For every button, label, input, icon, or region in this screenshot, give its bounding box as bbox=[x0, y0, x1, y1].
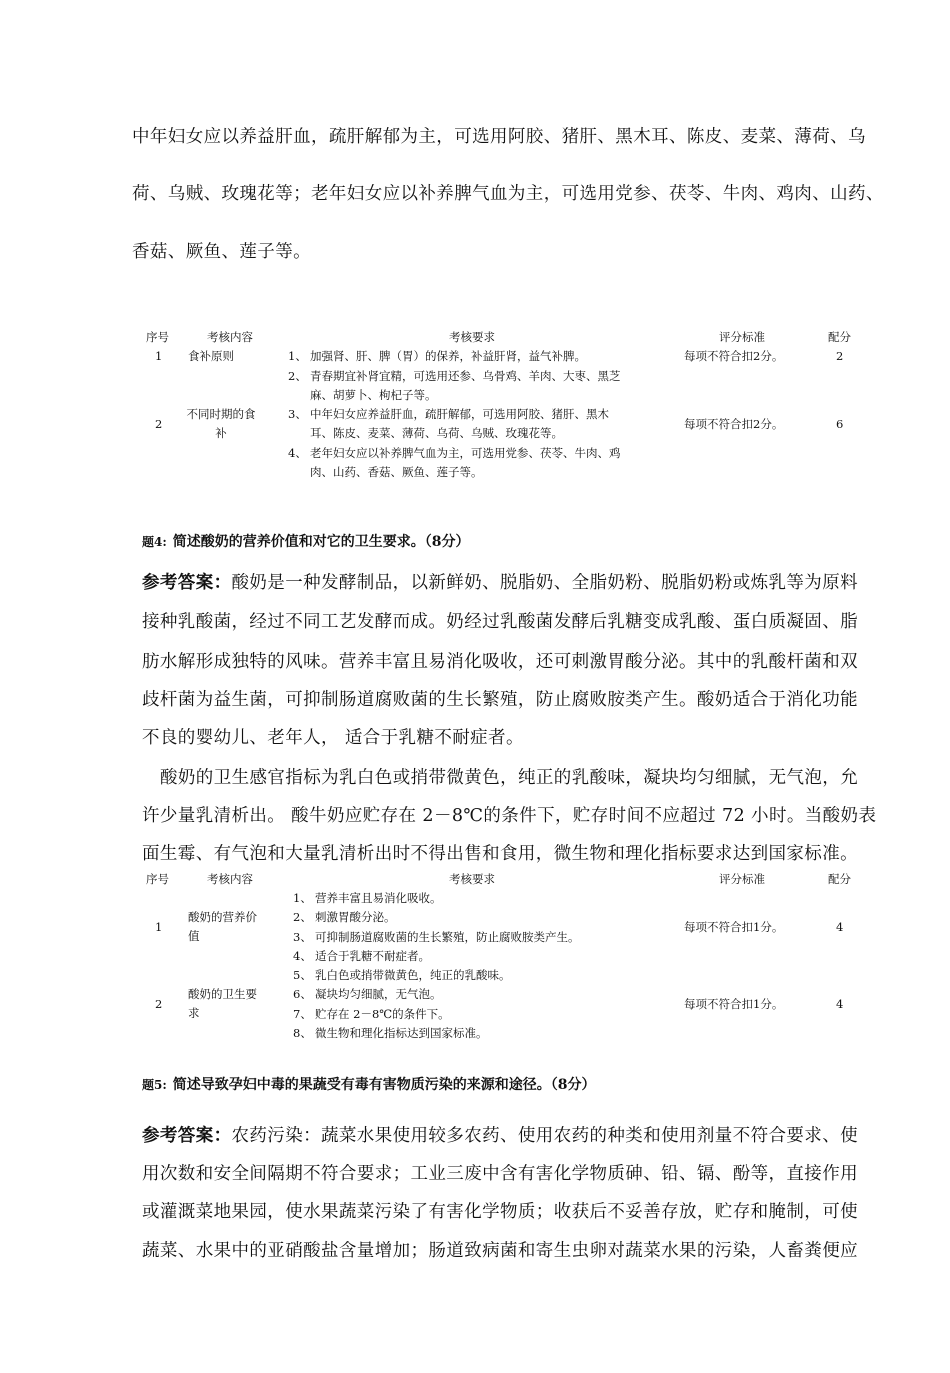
requirement-item bbox=[293, 1024, 488, 1043]
q5-answer-line-1 bbox=[142, 1122, 858, 1147]
answer-text: 酸奶是一种发酵制品，以新鲜奶、脱脂奶、全脂奶粉、脱脂奶粉或炼乳等为原料 bbox=[231, 573, 858, 593]
requirement-text: 中年妇女应养益肝血，疏肝解郁，可选用阿胶、猪肝、黑木 bbox=[310, 407, 609, 421]
requirement-text-cont: 麻、胡萝卜、枸杞子等。 bbox=[310, 388, 437, 402]
header-content: 考核内容 bbox=[207, 872, 253, 886]
header-seq: 序号 bbox=[146, 330, 169, 344]
row2-content-line1: 不同时期的食 bbox=[186, 407, 256, 421]
row2-score: 6 bbox=[836, 417, 844, 431]
row1-seq: 1 bbox=[155, 920, 163, 934]
requirement-text: 适合于乳糖不耐症者。 bbox=[315, 949, 430, 963]
requirement-number: 3、 bbox=[293, 930, 312, 944]
row1-score: 2 bbox=[836, 349, 844, 363]
intro-line-1: 中年妇女应以养益肝血，疏肝解郁为主，可选用阿胶、猪肝、黑木耳、陈皮、麦菜、薄荷、乌 bbox=[132, 127, 866, 147]
requirement-item bbox=[293, 889, 442, 908]
requirement-item bbox=[288, 444, 621, 482]
row2-standard: 每项不符合扣2分。 bbox=[684, 417, 784, 431]
requirement-item bbox=[293, 947, 430, 966]
question-4-title: 简述酸奶的营养价值和对它的卫生要求。（8分） bbox=[172, 534, 470, 550]
header-score: 配分 bbox=[828, 330, 851, 344]
requirement-item bbox=[293, 908, 396, 927]
header-standard: 评分标准 bbox=[719, 330, 765, 344]
requirement-text-cont: 肉、山药、香菇、厥鱼、莲子等。 bbox=[310, 465, 483, 479]
requirement-number: 7、 bbox=[293, 1007, 312, 1021]
requirement-text: 可抑制肠道腐败菌的生长繁殖，防止腐败胺类产生。 bbox=[315, 930, 580, 944]
q4-answer-line-8: 面生霉、有气泡和大量乳清析出时不得出售和食用，微生物和理化指标要求达到国家标准。 bbox=[142, 844, 858, 864]
row1-standard: 每项不符合扣2分。 bbox=[684, 349, 784, 363]
q5-answer-line-4: 蔬菜、水果中的亚硝酸盐含量增加；肠道致病菌和寄生虫卵对蔬菜水果的污染，人畜粪便应 bbox=[142, 1241, 858, 1261]
q4-answer-line-6: 酸奶的卫生感官指标为乳白色或捎带微黄色，纯正的乳酸味，凝块均匀细腻，无气泡，允 bbox=[160, 768, 859, 788]
row2-content-line2: 求 bbox=[188, 1006, 200, 1020]
q4-answer-line-4: 歧杆菌为益生菌，可抑制肠道腐败菌的生长繁殖，防止腐败胺类产生。酸奶适合于消化功能 bbox=[142, 690, 858, 710]
row1-content-line2: 值 bbox=[188, 929, 200, 943]
row2-score: 4 bbox=[836, 997, 844, 1011]
requirement-number: 8、 bbox=[293, 1026, 312, 1040]
row1-standard: 每项不符合扣1分。 bbox=[684, 920, 784, 934]
requirement-number: 6、 bbox=[293, 987, 312, 1001]
intro-line-3: 香菇、厥鱼、莲子等。 bbox=[132, 242, 311, 262]
answer-label: 参考答案： bbox=[142, 573, 232, 593]
row2-seq: 2 bbox=[155, 997, 163, 1011]
row2-seq: 2 bbox=[155, 417, 163, 431]
q5-answer-line-3: 或灌溉菜地果园，使水果蔬菜污染了有害化学物质；收获后不妥善存放，贮存和腌制，可使 bbox=[142, 1202, 858, 1222]
answer-label: 参考答案： bbox=[142, 1126, 232, 1146]
q4-answer-line-1 bbox=[142, 569, 858, 594]
requirement-text: 微生物和理化指标达到国家标准。 bbox=[315, 1026, 488, 1040]
row2-content bbox=[186, 405, 256, 443]
requirement-item bbox=[293, 985, 442, 1004]
requirement-text: 刺激胃酸分泌。 bbox=[315, 910, 396, 924]
question-5-title: 简述导致孕妇中毒的果蔬受有毒有害物质污染的来源和途径。（8分） bbox=[172, 1077, 596, 1093]
requirement-text: 乳白色或捎带微黄色，纯正的乳酸味。 bbox=[315, 968, 511, 982]
intro-line-2: 荷、乌贼、玫瑰花等；老年妇女应以补养脾气血为主，可选用党参、茯苓、牛肉、鸡肉、山药、 bbox=[132, 184, 884, 204]
requirement-item bbox=[293, 928, 580, 947]
row1-seq: 1 bbox=[155, 349, 163, 363]
q5-answer-line-2: 用次数和安全间隔期不符合要求；工业三废中含有害化学物质砷、铅、镉、酚等，直接作用 bbox=[142, 1164, 858, 1184]
q4-answer-line-5: 不良的婴幼儿、老年人， 适合于乳糖不耐症者。 bbox=[142, 728, 524, 748]
requirement-text: 凝块均匀细腻，无气泡。 bbox=[315, 987, 442, 1001]
requirement-item bbox=[288, 367, 621, 405]
header-requirements: 考核要求 bbox=[449, 330, 495, 344]
requirement-number: 2、 bbox=[288, 369, 307, 383]
row1-content-line1: 酸奶的营养价 bbox=[188, 910, 257, 924]
requirement-text: 加强肾、肝、脾（胃）的保养，补益肝肾，益气补脾。 bbox=[310, 349, 586, 363]
row2-content-line2: 补 bbox=[215, 426, 227, 440]
requirement-text: 贮存在 2－8℃的条件下。 bbox=[315, 1007, 450, 1021]
requirement-number: 1、 bbox=[288, 349, 307, 363]
requirement-text: 青春期宜补肾宜精，可选用还参、乌骨鸡、羊肉、大枣、黑芝 bbox=[310, 369, 621, 383]
answer-text: 农药污染：蔬菜水果使用较多农药、使用农药的种类和使用剂量不符合要求、使 bbox=[231, 1126, 858, 1146]
q4-answer-line-3: 肪水解形成独特的风味。营养丰富且易消化吸收，还可刺激胃酸分泌。其中的乳酸杆菌和双 bbox=[142, 652, 858, 672]
requirement-text-cont: 耳、陈皮、麦菜、薄荷、乌荷、乌贼、玫瑰花等。 bbox=[310, 426, 563, 440]
requirement-number: 4、 bbox=[288, 446, 307, 460]
question-4-number: 题4: bbox=[142, 535, 167, 549]
row1-content: 食补原则 bbox=[188, 349, 234, 363]
requirement-number: 3、 bbox=[288, 407, 307, 421]
requirement-text: 营养丰富且易消化吸收。 bbox=[315, 891, 442, 905]
question-5-heading bbox=[142, 1074, 596, 1094]
requirement-text: 老年妇女应以补养脾气血为主，可选用党参、茯苓、牛肉、鸡 bbox=[310, 446, 621, 460]
row1-content bbox=[188, 908, 257, 946]
q4-answer-line-7: 许少量乳清析出。 酸牛奶应贮存在 2－8℃的条件下，贮存时间不应超过 72 小时。当酸奶表 bbox=[142, 806, 877, 826]
row1-score: 4 bbox=[836, 920, 844, 934]
question-4-heading bbox=[142, 531, 470, 551]
row2-standard: 每项不符合扣1分。 bbox=[684, 997, 784, 1011]
requirement-number: 4、 bbox=[293, 949, 312, 963]
header-score: 配分 bbox=[828, 872, 851, 886]
requirement-item bbox=[293, 1005, 450, 1024]
requirement-number: 1、 bbox=[293, 891, 312, 905]
header-standard: 评分标准 bbox=[719, 872, 765, 886]
header-seq: 序号 bbox=[146, 872, 169, 886]
requirement-number: 5、 bbox=[293, 968, 312, 982]
requirement-item bbox=[288, 347, 586, 366]
header-content: 考核内容 bbox=[207, 330, 253, 344]
row2-content-line1: 酸奶的卫生要 bbox=[188, 987, 257, 1001]
row2-content bbox=[188, 985, 257, 1023]
requirement-number: 2、 bbox=[293, 910, 312, 924]
question-5-number: 题5: bbox=[142, 1078, 167, 1092]
requirement-item bbox=[293, 966, 511, 985]
header-requirements: 考核要求 bbox=[449, 872, 495, 886]
q4-answer-line-2: 接种乳酸菌，经过不同工艺发酵而成。奶经过乳酸菌发酵后乳糖变成乳酸、蛋白质凝固、脂 bbox=[142, 612, 858, 632]
requirement-item bbox=[288, 405, 609, 443]
